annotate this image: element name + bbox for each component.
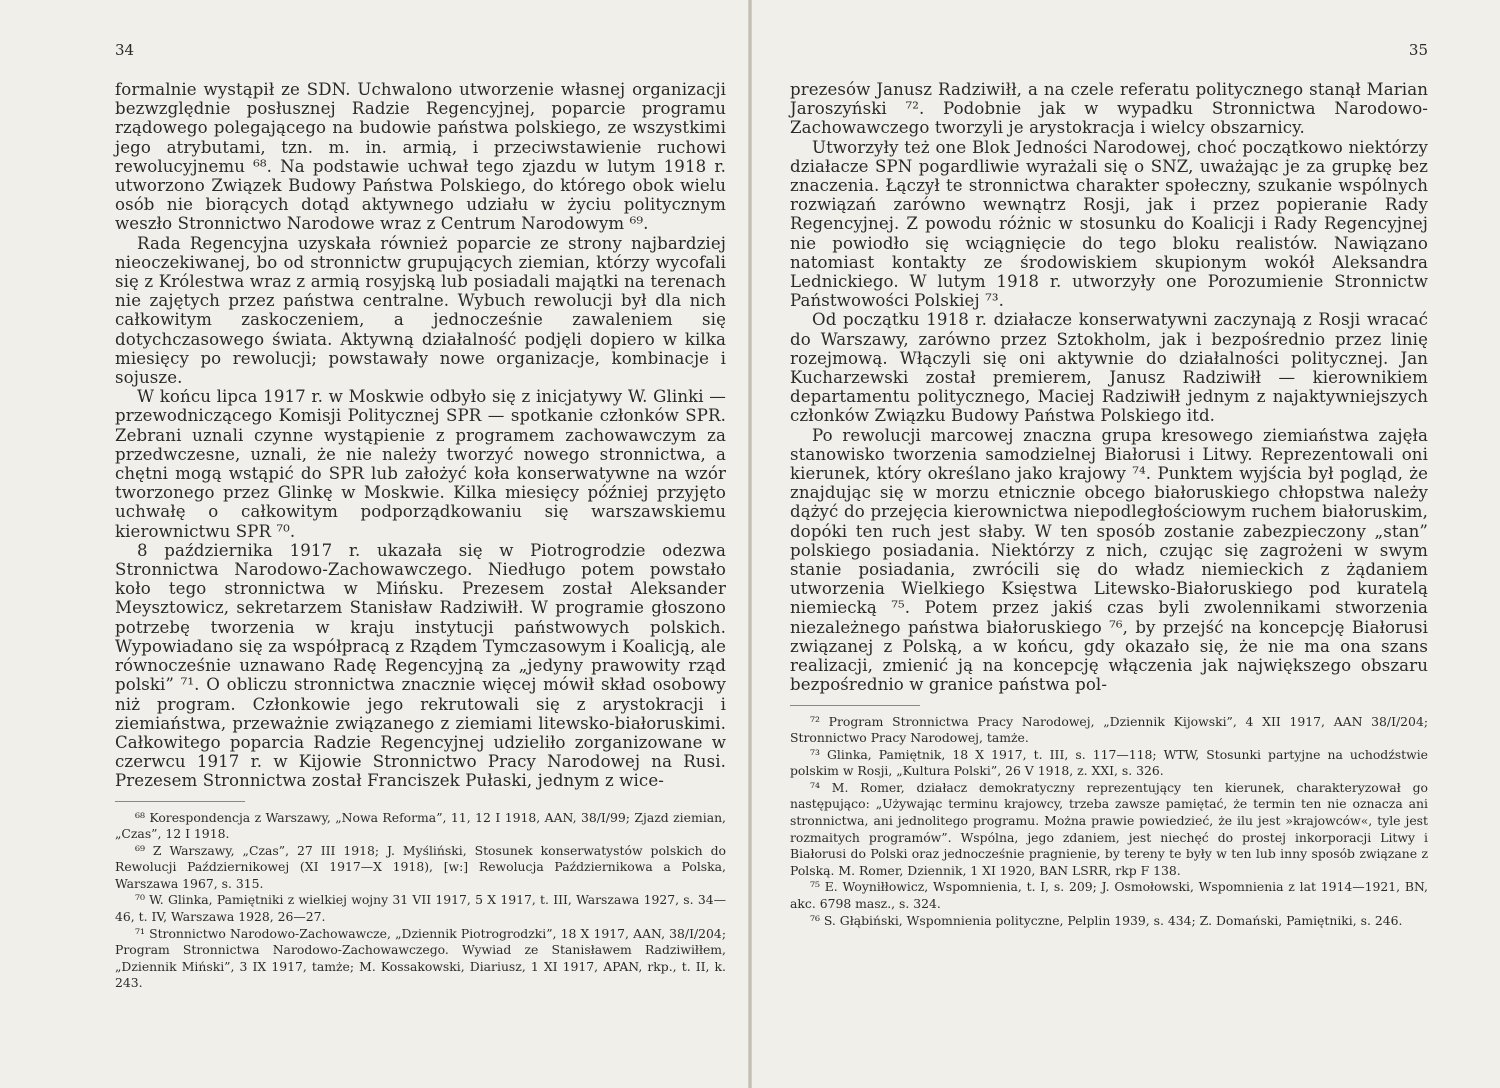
paragraph: formalnie wystąpił ze SDN. Uchwalono utworzenie własnej organizacji bezwzględnie posłusznej Radzie Regencyjnej, poparcie programu rządowego polegającego na budowie państwa polskiego, ze wszystkimi jego atrybutami, tzn. m. in. armią, i przeciwstawienie ruchowi rewolucyjnemu ⁶⁸. Na podstawie uchwał tego zjazdu w lutym 1918 r. utworzono Związek Budowy Państwa Polskiego, do którego obok wielu osób nie biorących dotąd aktywnego udziału w życiu politycznym weszło Stronnictwo Narodowe wraz z Centrum Narodowym ⁶⁹.: [115, 80, 726, 234]
paragraph: Rada Regencyjna uzyskała również poparcie ze strony najbardziej nieoczekiwanej, bo od stronnictw grupujących ziemian, którzy wycofali się z Królestwa wraz z armią rosyjską lub posiadali majątki na terenach nie zajętych przez państwa centralne. Wybuch rewolucji był dla nich całkowitym zaskoczeniem, a jednocześnie zawaleniem się dotychczasowego świata. Aktywną działalność podjęli dopiero w kilka miesięcy po rewolucji; powstawały nowe organizacje, kombinacje i sojusze.: [115, 233, 726, 388]
page-number: 35: [1408, 41, 1428, 59]
right-page: [752, 0, 1500, 1088]
footnote: ⁷¹ Stronnictwo Narodowo-Zachowawcze, „Dziennik Piotrogrodzki”, 18 X 1917, AAN, 38/I/204; Program Stronnictwa Narodowo-Zachowawczego. Wywiad ze Stanisławem Radziwiłłem, „Dziennik Miński”, 3 IX 1917, tamże; M. Kossakowski, Diariusz, 1 XI 1917, APAN, rkp., t. II, k. 243.: [115, 925, 726, 991]
page-number: 34: [115, 41, 135, 59]
footnote: ⁷² Program Stronnictwa Pracy Narodowej, „Dziennik Kijowski”, 4 XII 1917, AAN 38/I/204; Stronnictwo Pracy Narodowej, tamże.: [790, 713, 1428, 746]
left-page: [0, 0, 748, 1088]
footnote-rule: [115, 801, 245, 802]
footnote: ⁷⁴ M. Romer, działacz demokratyczny reprezentujący ten kierunek, charakteryzował go następująco: „Używając terminu krajowcy, trzeba zawsze pamiętać, że termin ten nie oznacza ani stronnictwa, ani jednolitego programu. Można prawie powiedzieć, że ilu jest »krajowców«, tyle jest rozmaitych programów”. Wspólna, jego zdaniem, jest niechęć do prostej inkorporacji Litwy i Białorusi do Polski oraz jednocześnie pragnienie, by tereny te były w ten lub inny sposób związane z Polską. M. Romer, Dziennik, 1 XI 1920, BAN LSRR, rkp F 138.: [790, 779, 1428, 878]
footnote: ⁷⁶ S. Głąbiński, Wspomnienia polityczne, Pelplin 1939, s. 434; Z. Domański, Pamiętniki, s. 246.: [810, 912, 1403, 928]
footnote: ⁶⁹ Z Warszawy, „Czas”, 27 III 1918; J. Myśliński, Stosunek konserwatystów polskich do Rewolucji Październikowej (XI 1917—X 1918), [w:] Rewolucja Październikowa a Polska, Warszawa 1967, s. 315.: [115, 842, 726, 891]
body-text: [115, 80, 726, 791]
body-text: [790, 80, 1428, 695]
paragraph: Utworzyły też one Blok Jedności Narodowej, choć początkowo niektórzy działacze SPN pogardliwie wyrażali się o SNZ, uważając je za grupkę bez znaczenia. Łączył te stronnictwa charakter społeczny, szukanie wspólnych rozwiązań zarówno wewnątrz Rosji, jak i przez popieranie Rady Regencyjnej. Z powodu różnic w stosunku do Koalicji i Rady Regencyjnej nie powiodło się wciągnięcie do tego bloku realistów. Nawiązano natomiast kontakty ze środowiskiem skupionym wokół Aleksandra Lednickiego. W lutym 1918 r. utworzyły one Porozumienie Stronnictw Państwowości Polskiej ⁷³.: [790, 137, 1428, 311]
paragraph: W końcu lipca 1917 r. w Moskwie odbyło się z inicjatywy W. Glinki — przewodniczącego Komisji Politycznej SPR — spotkanie członków SPR. Zebrani uznali czynne wystąpienie z programem zachowawczym za przedwczesne, uznali, że nie należy tworzyć nowego stronnictwa, a chętni mogą wstąpić do SPR lub założyć koła konserwatywne na wzór tworzonego przez Glinkę w Moskwie. Kilka miesięcy później przyjęto uchwałę o całkowitym podporządkowaniu się warszawskiemu kierownictwu SPR ⁷⁰.: [115, 387, 726, 541]
footnote: ⁷⁰ W. Glinka, Pamiętniki z wielkiej wojny 31 VII 1917, 5 X 1917, t. III, Warszawa 1927, s. 34—46, t. IV, Warszawa 1928, 26—27.: [115, 892, 726, 925]
footnotes: [790, 714, 1428, 930]
footnote: ⁶⁸ Korespondencja z Warszawy, „Nowa Reforma”, 11, 12 I 1918, AAN, 38/I/99; Zjazd ziemian, „Czas”, 12 I 1918.: [115, 809, 726, 842]
footnote: ⁷³ Glinka, Pamiętnik, 18 X 1917, t. III, s. 117—118; WTW, Stosunki partyjne na uchodźstwie polskim w Rosji, „Kultura Polski”, 26 V 1918, z. XXI, s. 326.: [790, 746, 1428, 779]
paragraph: Po rewolucji marcowej znaczna grupa kresowego ziemiaństwa zajęła stanowisko tworzenia samodzielnej Białorusi i Litwy. Reprezentowali oni kierunek, który określano jako krajowy ⁷⁴. Punktem wyjścia był pogląd, że znajdując się w morzu etnicznie obcego białoruskiego chłopstwa należy dążyć do przejęcia kierownictwa niepodległościowym ruchem białoruskim, dopóki ten ruch jest słaby. W ten sposób zostanie zabezpieczony „stan” polskiego posiadania. Niektórzy z nich, czując się zagrożeni w swym stanie posiadania, zwrócili się do władz niemieckich z żądaniem utworzenia Wielkiego Księstwa Litewsko-Białoruskiego pod kuratelą niemiecką ⁷⁵. Potem przez jakiś czas byli zwolennikami stworzenia niezależnego państwa białoruskiego ⁷⁶, by przejść na koncepcję Białorusi związanej z Polską, a w końcu, gdy okazało się, że nie ma ona szans realizacji, zmienić ją na koncepcję włączenia jak największego obszaru bezpośrednio w granice państwa pol-: [790, 425, 1428, 695]
paragraph: prezesów Janusz Radziwiłł, a na czele referatu politycznego stanął Marian Jaroszyński ⁷². Podobnie jak w wypadku Stronnictwa Narodowo-Zachowawczego tworzyli je arystokracja i wielcy obszarnicy.: [790, 80, 1428, 138]
paragraph: Od początku 1918 r. działacze konserwatywni zaczynają z Rosji wracać do Warszawy, zarówno przez Sztokholm, jak i bezpośrednio przez linię rozejmową. Włączyli się oni aktywnie do działalności politycznej. Jan Kucharzewski został premierem, Janusz Radziwiłł — kierownikiem departamentu politycznego, Maciej Radziwiłł jednym z najaktywniejszych członków Związku Budowy Państwa Polskiego itd.: [790, 310, 1428, 426]
paragraph: 8 października 1917 r. ukazała się w Piotrogrodzie odezwa Stronnictwa Narodowo-Zachowawczego. Niedługo potem powstało koło tego stronnictwa w Mińsku. Prezesem został Aleksander Meysztowicz, sekretarzem Stanisław Radziwiłł. W programie głoszono potrzebę tworzenia w kraju instytucji państwowych polskich. Wypowiadano się za współpracą z Rządem Tymczasowym i Koalicją, ale równocześnie uznawano Radę Regencyjną za „jedyny prawowity rząd polski” ⁷¹. O obliczu stronnictwa znacznie więcej mówił skład osobowy niż program. Członkowie jego rekrutowali się z arystokracji i ziemiaństwa, przeważnie związanego z ziemiami litewsko-białoruskimi. Całkowitego poparcia Radzie Regencyjnej udzieliło zorganizowane w czerwcu 1917 r. w Kijowie Stronnictwo Pracy Narodowej na Rusi. Prezesem Stronnictwa został Franciszek Pułaski, jednym z wice-: [115, 540, 726, 791]
footnote: ⁷⁵ E. Woyniłłowicz, Wspomnienia, t. I, s. 209; J. Osmołowski, Wspomnienia z lat 1914—1921, BN, akc. 6798 masz., s. 324.: [790, 879, 1428, 912]
footnote-rule: [790, 705, 920, 706]
footnotes: [115, 810, 726, 993]
